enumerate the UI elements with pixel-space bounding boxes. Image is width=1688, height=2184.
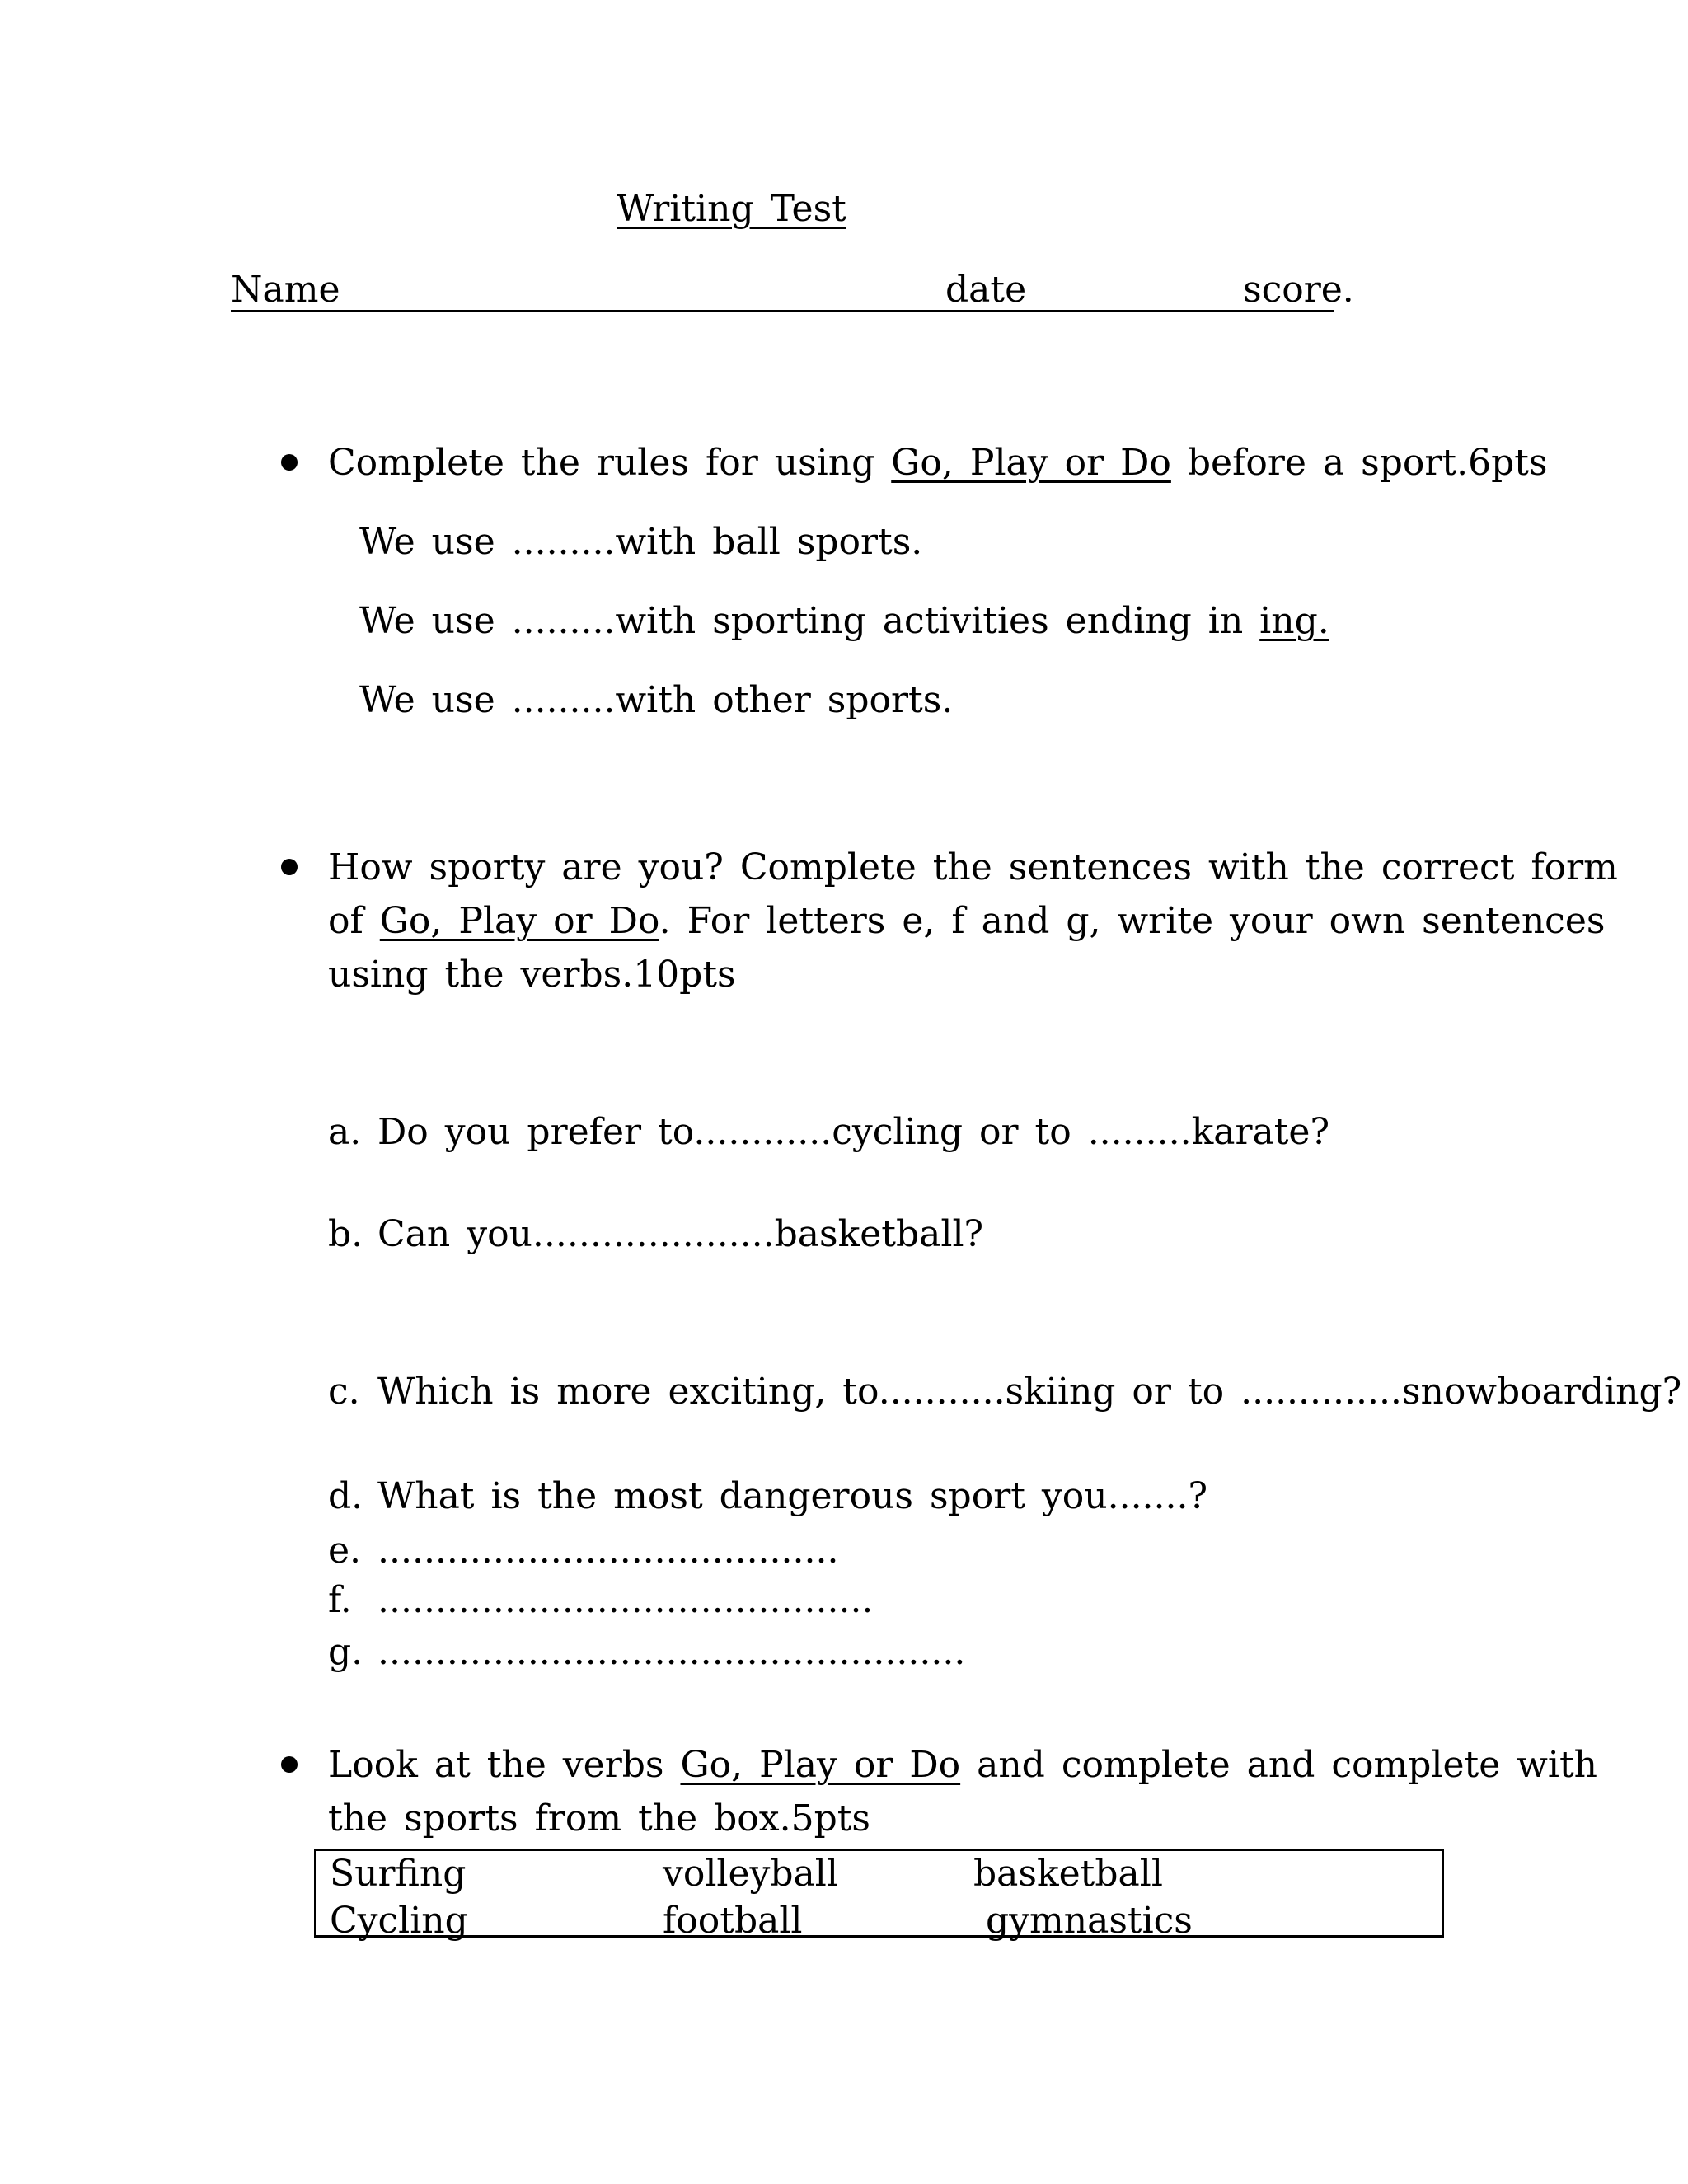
section3-instruction-line1 (328, 1744, 1597, 1786)
question-label: d. (328, 1475, 363, 1517)
section2-instruction-line2 (328, 900, 1606, 942)
question-text: Do you prefer to............cycling or to .........karate? (377, 1111, 1330, 1153)
page-title: Writing Test (617, 188, 846, 230)
question-label: f. (328, 1579, 352, 1621)
section1-suffix: before a sport.6pts (1170, 442, 1548, 484)
question-f (328, 1579, 874, 1621)
bullet-icon (281, 454, 298, 471)
question-text: Which is more exciting, to...........skiing or to ..............snowboarding? (377, 1371, 1682, 1413)
rule-ball-sports: We use .........with ball sports. (359, 521, 923, 563)
section3-line1-pre: Look at the verbs (328, 1744, 681, 1786)
section3-line1-post: and complete and complete with (960, 1744, 1597, 1786)
word-box-item: Cycling (330, 1900, 468, 1942)
question-d (328, 1475, 1208, 1517)
question-text: What is the most dangerous sport you.......? (377, 1475, 1208, 1517)
rule-ing-text: We use .........with sporting activities ending in (359, 600, 1260, 642)
answer-blank: ........................................... (377, 1579, 874, 1621)
question-c (328, 1371, 1682, 1413)
date-label: date (945, 269, 1027, 311)
bullet-icon (281, 859, 298, 875)
rule-other-sports: We use .........with other sports. (359, 679, 954, 721)
answer-blank: ................................................... (377, 1631, 966, 1673)
word-box-item: football (663, 1900, 803, 1942)
question-label: c. (328, 1371, 360, 1413)
word-box-item: gymnastics (986, 1900, 1193, 1942)
section1-prefix: Complete the rules for using (328, 442, 892, 484)
rule-ing-activities (359, 600, 1329, 642)
section2-line2-pre: of (328, 900, 380, 942)
section2-instruction-line1: How sporty are you? Complete the sentences with the correct form (328, 846, 1618, 888)
question-label: g. (328, 1631, 363, 1673)
word-box-item: Surfing (330, 1853, 467, 1895)
section2-instruction-line3: using the verbs.10pts (328, 954, 736, 996)
rule-ing-underlined: ing. (1259, 600, 1329, 642)
section2-verbs: Go, Play or Do (379, 900, 659, 942)
name-label: Name (231, 269, 340, 311)
section1-verbs: Go, Play or Do (891, 442, 1171, 484)
question-b (328, 1213, 984, 1255)
question-label: a. (328, 1111, 362, 1153)
question-e (328, 1530, 839, 1572)
name-date-score-underline (231, 277, 1334, 312)
question-label: e. (328, 1530, 362, 1572)
question-a (328, 1111, 1330, 1153)
answer-blank: ........................................ (377, 1530, 839, 1572)
section1-instruction (328, 442, 1548, 484)
section3-instruction-line2: the sports from the box.5pts (328, 1797, 871, 1840)
word-box-item: volleyball (663, 1853, 838, 1895)
question-text: Can you.....................basketball? (377, 1213, 984, 1255)
question-label: b. (328, 1213, 363, 1255)
section2-line2-post: . For letters e, f and g, write your own sentences (659, 900, 1606, 942)
bullet-icon (281, 1756, 298, 1773)
sports-word-box (314, 1849, 1444, 1942)
score-label: score. (1243, 269, 1354, 311)
question-g (328, 1631, 966, 1673)
section3-verbs: Go, Play or Do (680, 1744, 961, 1786)
word-box-item: basketball (973, 1853, 1163, 1895)
